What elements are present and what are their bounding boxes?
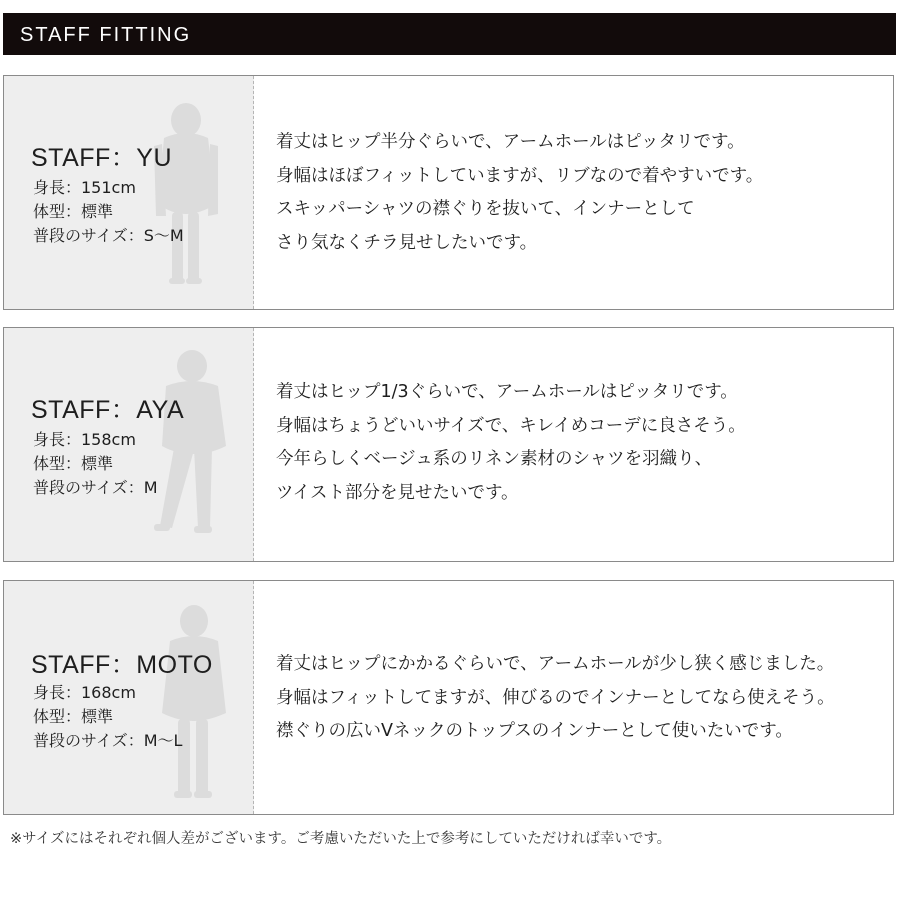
staff-height: 身長：151cm <box>33 178 136 197</box>
comment-line: 今年らしくベージュ系のリネン素材のシャツを羽織り、 <box>276 449 713 469</box>
comment-line: 着丈はヒップ1/3ぐらいで、アームホールはピッタリです。 <box>276 382 738 402</box>
staff-card-aya <box>3 327 894 562</box>
staff-usual-size: 普段のサイズ：M <box>33 478 158 497</box>
staff-height: 身長：168cm <box>33 683 136 702</box>
comment-line: 身幅はフィットしてますが、伸びるのでインナーとしてなら使えそう。 <box>276 687 835 708</box>
comment-line: 身幅はちょうどいいサイズで、キレイめコーデに良さそう。 <box>276 415 746 436</box>
staff-specs <box>33 176 184 248</box>
staff-comment <box>276 126 763 260</box>
comment-line: さり気なくチラ見せしたいです。 <box>276 232 538 253</box>
staff-comment <box>276 376 746 510</box>
staff-usual-size: 普段のサイズ：M〜L <box>33 731 183 750</box>
staff-profile-panel <box>4 581 254 814</box>
comment-line: ツイスト部分を見せたいです。 <box>276 482 519 503</box>
staff-name: STAFF：YU <box>31 144 173 172</box>
staff-height: 身長：158cm <box>33 430 136 449</box>
staff-name: STAFF：AYA <box>31 396 185 424</box>
section-header <box>3 13 896 55</box>
comment-line: 襟ぐりの広いVネックのトップスのインナーとして使いたいです。 <box>276 721 793 741</box>
staff-usual-size: 普段のサイズ：S〜M <box>33 226 184 245</box>
staff-name: STAFF：MOTO <box>31 651 213 679</box>
comment-line: 着丈はヒップ半分ぐらいで、アームホールはピッタリです。 <box>276 132 745 152</box>
staff-body-type: 体型：標準 <box>33 454 114 473</box>
staff-profile-panel <box>4 328 254 561</box>
comment-line: スキッパーシャツの襟ぐりを抜いて、インナーとして <box>276 199 695 219</box>
section-title: STAFF FITTING <box>20 24 192 46</box>
comment-line: 着丈はヒップにかかるぐらいで、アームホールが少し狭く感じました。 <box>276 654 835 674</box>
staff-comment <box>276 648 835 749</box>
comment-line: 身幅はほぼフィットしていますが、リブなので着やすいです。 <box>276 165 764 186</box>
size-disclaimer-note: ※サイズにはそれぞれ個人差がございます。ご考慮いただいた上で参考にしていただければ幸いです。 <box>10 831 672 847</box>
staff-card-moto <box>3 580 894 815</box>
staff-card-yu <box>3 75 894 310</box>
staff-specs <box>33 428 158 500</box>
staff-body-type: 体型：標準 <box>33 707 114 726</box>
staff-specs <box>33 681 182 753</box>
staff-profile-panel <box>4 76 254 309</box>
staff-body-type: 体型：標準 <box>33 202 114 221</box>
